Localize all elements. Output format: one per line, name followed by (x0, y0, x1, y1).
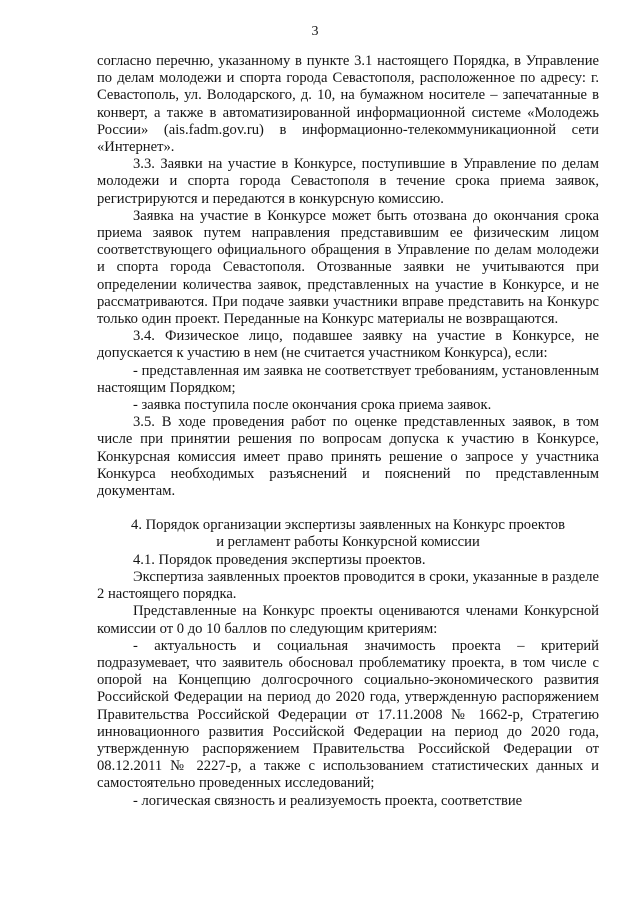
paragraph-3-3: 3.3. Заявки на участие в Конкурсе, поступившие в Управление по делам молодежи и спорта города Севастополя в течение срока приема заявок, регистрируются и передаются в конкурсную комиссию. (97, 156, 599, 207)
paragraph-expertise-terms: Экспертиза заявленных проектов проводится в сроки, указанные в разделе 2 настоящего порядка. (97, 568, 599, 603)
paragraph-withdrawal: Заявка на участие в Конкурсе может быть отозвана до окончания срока приема заявок путем направления представившим ее физическим лицом соответствующего официального обращения в Управление по делам молодежи и спорта города Севастополя. Отозванные заявки не учитываются при определении количества заявок, представленных на участие в Конкурсе, и не рассматриваются. При подаче заявки участники вправе представить на Конкурс только один проект. Переданные на Конкурс материалы не возвращаются. (97, 207, 599, 328)
list-item-requirements: - представленная им заявка не соответствует требованиям, установленным настоящим Порядком; (97, 362, 599, 396)
list-item-relevance: - актуальность и социальная значимость проекта – критерий подразумевает, что заявитель обосновал проблематику проекта, в том числе с опорой на Концепцию долгосрочного социально-экономического развития Российской Федерации на период до 2020 года, утвержденную распоряжением Правительства Российской Федерации от 17.11.2008 № 1662-р, Стратегию инновационного развития Российской Федерации на период до 2020 года, утвержденную распоряжением Правительства Российской Федерации от 08.12.2011 № 2227-р, а также с использованием статистических данных и самостоятельно проведенных исследований; (97, 637, 599, 792)
list-item-late-submission: - заявка поступила после окончания срока приема заявок. (133, 397, 492, 414)
paragraph-criteria-intro: Представленные на Конкурс проекты оцениваются членами Конкурсной комиссии от 0 до 10 баллов по следующим критериям: (97, 603, 599, 637)
page-number: 3 (311, 24, 319, 39)
paragraph-3-5: 3.5. В ходе проведения работ по оценке представленных заявок, в том числе при принятии решения по вопросам допуска к участию в Конкурсе, Конкурсная комиссия имеет право принять решение о запросе у участника Конкурса необходимых разъяснений и пояснений по представленным документам. (97, 414, 599, 500)
paragraph-continuation: согласно перечню, указанному в пункте 3.1 настоящего Порядка, в Управление по делам молодежи и спорта города Севастополя, расположенное по адресу: г. Севастополь, ул. Володарского, д. 10, на бумажном носителе – запечатанные в конверт, а также в автоматизированной информационной системе «Молодежь России» (ais.fadm.gov.ru) в информационно-телекоммуникационной сети «Интернет». (97, 53, 599, 156)
document-body (97, 53, 599, 810)
section-heading-line-1: 4. Порядок организации экспертизы заявленных на Конкурс проектов (131, 517, 565, 534)
paragraph-3-4: 3.4. Физическое лицо, подавшее заявку на участие в Конкурсе, не допускается к участию в нем (не считается участником Конкурса), если: (97, 328, 599, 362)
paragraph-4-1: 4.1. Порядок проведения экспертизы проектов. (133, 551, 426, 568)
list-item-coherence: - логическая связность и реализуемость проекта, соответствие (133, 792, 523, 809)
section-heading-line-2: и регламент работы Конкурсной комиссии (216, 534, 480, 551)
section-heading-4 (97, 517, 599, 551)
